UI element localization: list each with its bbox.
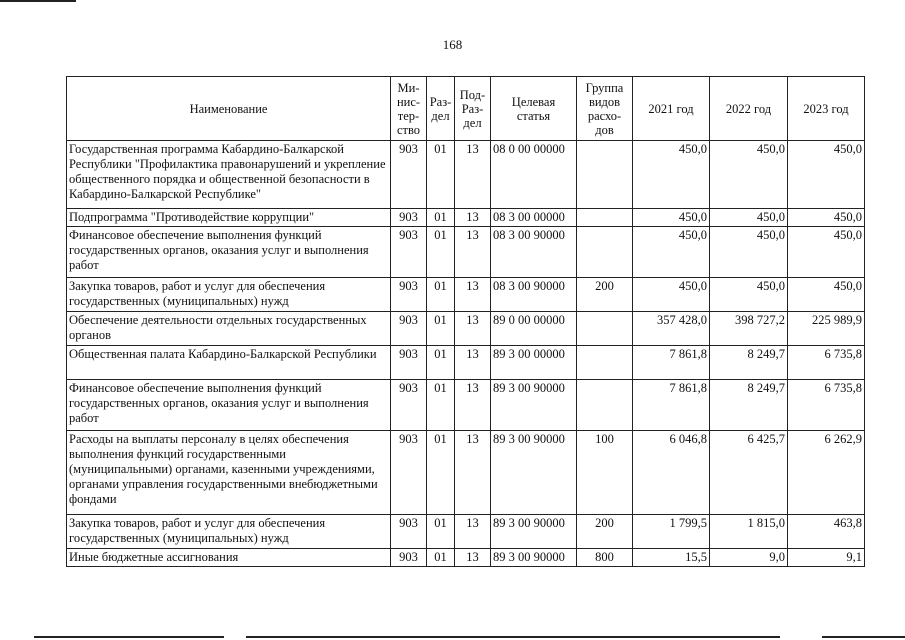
row-ministry: 903 (391, 515, 427, 549)
row-2023: 450,0 (788, 141, 865, 209)
row-name: Иные бюджетные ассигнования (67, 549, 391, 567)
table-row (67, 227, 865, 278)
row-2021: 7 861,8 (633, 346, 710, 380)
row-subsection: 13 (455, 227, 491, 278)
row-2021: 450,0 (633, 278, 710, 312)
row-2022: 450,0 (710, 209, 788, 227)
row-2022: 8 249,7 (710, 346, 788, 380)
row-2023: 6 262,9 (788, 431, 865, 515)
row-group: 800 (577, 549, 633, 567)
table-row (67, 549, 865, 567)
row-target: 89 3 00 90000 (491, 431, 577, 515)
row-2021: 357 428,0 (633, 312, 710, 346)
row-2023: 6 735,8 (788, 346, 865, 380)
row-name: Обеспечение деятельности отдельных государственных органов (67, 312, 391, 346)
row-name: Финансовое обеспечение выполнения функций государственных органов, оказания услуг и выполнения работ (67, 380, 391, 431)
table-row (67, 141, 865, 209)
row-name: Расходы на выплаты персоналу в целях обеспечения выполнения функций государственными (муниципальными) органами, казенными учреждениями, органами управления государственными внебюджетными фондами (67, 431, 391, 515)
row-group: 100 (577, 431, 633, 515)
page-number: 168 (442, 37, 463, 52)
header-subsection: Под- Раз- дел (455, 77, 491, 141)
table-row (67, 515, 865, 549)
row-2022: 8 249,7 (710, 380, 788, 431)
row-ministry: 903 (391, 549, 427, 567)
scan-line-top (0, 0, 76, 2)
row-ministry: 903 (391, 312, 427, 346)
row-ministry: 903 (391, 346, 427, 380)
row-2021: 450,0 (633, 227, 710, 278)
table-row (67, 346, 865, 380)
header-2022: 2022 год (710, 77, 788, 141)
table-row (67, 278, 865, 312)
row-2023: 450,0 (788, 278, 865, 312)
row-subsection: 13 (455, 209, 491, 227)
header-name: Наименование (67, 77, 391, 141)
row-ministry: 903 (391, 278, 427, 312)
row-2022: 1 815,0 (710, 515, 788, 549)
header-2021: 2021 год (633, 77, 710, 141)
row-subsection: 13 (455, 312, 491, 346)
table-header-row (67, 77, 865, 141)
row-section: 01 (427, 141, 455, 209)
row-group: 200 (577, 515, 633, 549)
row-ministry: 903 (391, 209, 427, 227)
row-target: 89 3 00 90000 (491, 380, 577, 431)
row-section: 01 (427, 431, 455, 515)
row-subsection: 13 (455, 380, 491, 431)
row-target: 08 3 00 00000 (491, 209, 577, 227)
table-row (67, 431, 865, 515)
row-2021: 6 046,8 (633, 431, 710, 515)
row-ministry: 903 (391, 141, 427, 209)
row-2022: 450,0 (710, 227, 788, 278)
table-row (67, 312, 865, 346)
row-group (577, 141, 633, 209)
row-name: Общественная палата Кабардино-Балкарской Республики (67, 346, 391, 380)
row-subsection: 13 (455, 515, 491, 549)
row-target: 08 3 00 90000 (491, 227, 577, 278)
row-section: 01 (427, 312, 455, 346)
row-2021: 7 861,8 (633, 380, 710, 431)
row-2022: 6 425,7 (710, 431, 788, 515)
row-section: 01 (427, 278, 455, 312)
row-subsection: 13 (455, 278, 491, 312)
row-section: 01 (427, 209, 455, 227)
row-2022: 398 727,2 (710, 312, 788, 346)
row-subsection: 13 (455, 346, 491, 380)
header-2023: 2023 год (788, 77, 865, 141)
row-name: Закупка товаров, работ и услуг для обеспечения государственных (муниципальных) нужд (67, 278, 391, 312)
row-2023: 9,1 (788, 549, 865, 567)
row-subsection: 13 (455, 431, 491, 515)
row-section: 01 (427, 227, 455, 278)
row-target: 89 0 00 00000 (491, 312, 577, 346)
row-ministry: 903 (391, 227, 427, 278)
row-target: 08 0 00 00000 (491, 141, 577, 209)
header-ministry: Ми- нис- тер- ство (391, 77, 427, 141)
scan-line-bottom-left (34, 636, 224, 638)
row-ministry: 903 (391, 380, 427, 431)
row-2022: 450,0 (710, 141, 788, 209)
header-target: Целевая статья (491, 77, 577, 141)
row-2021: 15,5 (633, 549, 710, 567)
row-2021: 450,0 (633, 141, 710, 209)
row-2022: 450,0 (710, 278, 788, 312)
row-2021: 450,0 (633, 209, 710, 227)
row-section: 01 (427, 515, 455, 549)
table-row (67, 380, 865, 431)
row-target: 08 3 00 90000 (491, 278, 577, 312)
row-group (577, 227, 633, 278)
table-row (67, 209, 865, 227)
row-2023: 6 735,8 (788, 380, 865, 431)
row-target: 89 3 00 90000 (491, 549, 577, 567)
row-name: Финансовое обеспечение выполнения функций государственных органов, оказания услуг и выполнения работ (67, 227, 391, 278)
row-2023: 450,0 (788, 209, 865, 227)
row-section: 01 (427, 549, 455, 567)
row-2022: 9,0 (710, 549, 788, 567)
row-group (577, 380, 633, 431)
header-group: Группа видов расхо- дов (577, 77, 633, 141)
row-section: 01 (427, 380, 455, 431)
row-ministry: 903 (391, 431, 427, 515)
row-2023: 225 989,9 (788, 312, 865, 346)
budget-table (66, 76, 865, 567)
row-target: 89 3 00 90000 (491, 515, 577, 549)
row-2023: 450,0 (788, 227, 865, 278)
row-2021: 1 799,5 (633, 515, 710, 549)
header-section: Раз- дел (427, 77, 455, 141)
scan-line-bottom-mid (246, 636, 780, 638)
row-name: Закупка товаров, работ и услуг для обеспечения государственных (муниципальных) нужд (67, 515, 391, 549)
row-name: Подпрограмма "Противодействие коррупции" (67, 209, 391, 227)
row-group (577, 312, 633, 346)
scan-line-bottom-right (822, 636, 905, 638)
row-group (577, 346, 633, 380)
row-subsection: 13 (455, 141, 491, 209)
row-subsection: 13 (455, 549, 491, 567)
row-group (577, 209, 633, 227)
row-name: Государственная программа Кабардино-Балкарской Республики "Профилактика правонарушений и укрепление общественного порядка и общественной безопасности в Кабардино-Балкарской Республике" (67, 141, 391, 209)
row-group: 200 (577, 278, 633, 312)
row-section: 01 (427, 346, 455, 380)
row-2023: 463,8 (788, 515, 865, 549)
row-target: 89 3 00 00000 (491, 346, 577, 380)
